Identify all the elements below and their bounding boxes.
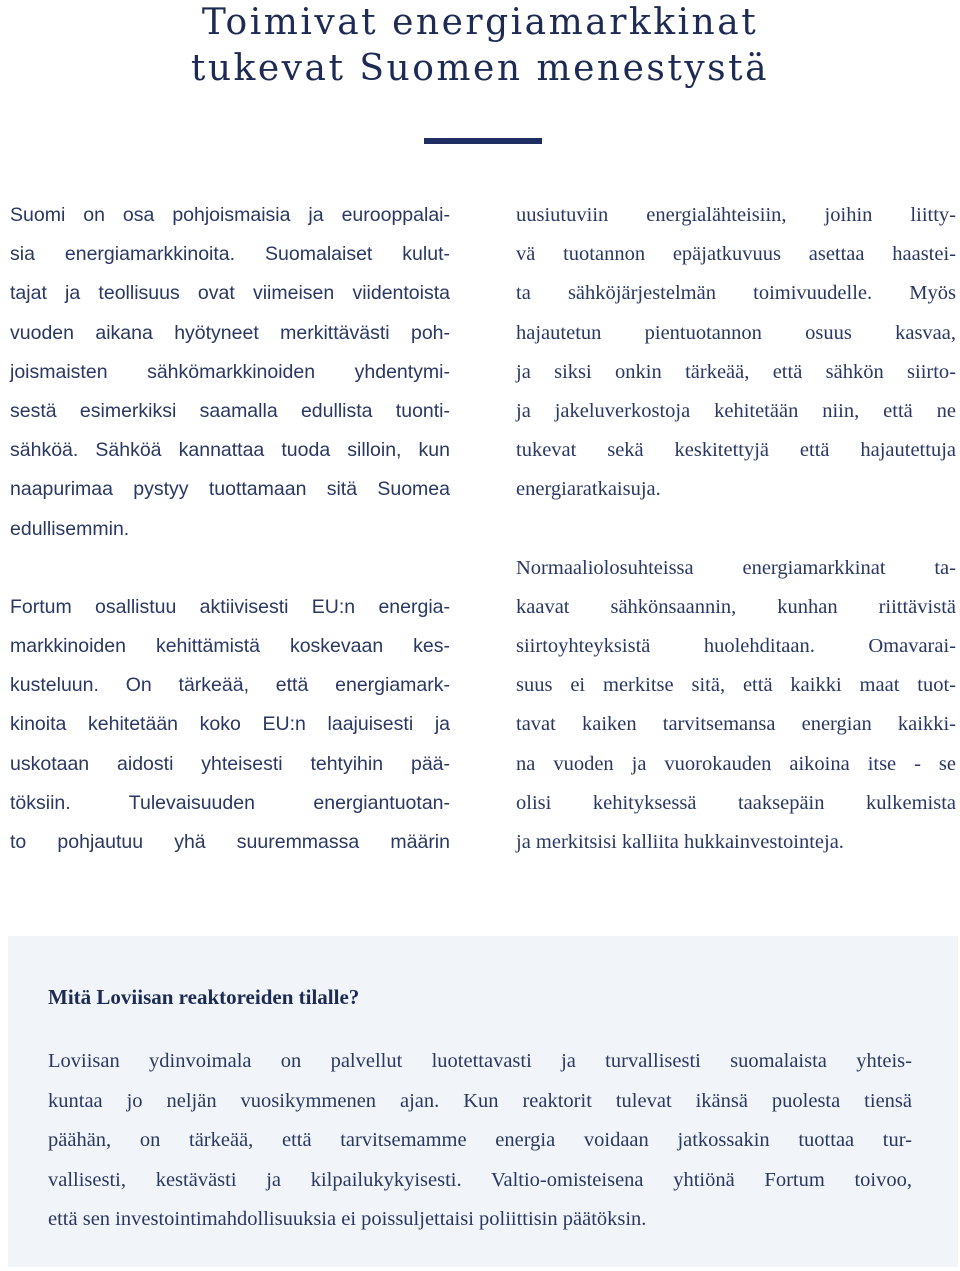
info-box-title: Mitä Loviisan reaktoreiden tilalle? <box>48 985 360 1009</box>
text-line: että sen investointimahdollisuuksia ei poissuljettaisi poliittisin päätöksin. <box>48 1208 647 1230</box>
text-line: päähän, on tärkeää, että tarvitsemamme energia voidaan jatkossakin tuottaa tur- <box>48 1129 912 1151</box>
text-line: Suomi on osa pohjoismaisia ja eurooppalai- <box>10 204 450 226</box>
text-line: vä tuotannon epäjatkuvuus asettaa haastei- <box>516 243 956 266</box>
text-line: Normaaliolosuhteissa energiamarkkinat ta- <box>516 556 956 579</box>
right-column <box>516 196 956 862</box>
title-divider <box>424 138 542 144</box>
text-line: energiaratkaisuja. <box>516 478 661 501</box>
text-line: na vuoden ja vuorokauden aikoina itse - se <box>516 752 956 775</box>
text-line: sähköä. Sähköä kannattaa tuoda silloin, kun <box>10 439 450 462</box>
text-line: sia energiamarkkinoita. Suomalaiset kulut- <box>10 243 450 266</box>
text-line: joismaisten sähkömarkkinoiden yhdentymi- <box>10 360 450 383</box>
text-line: to pohjautuu yhä suuremmassa määrin <box>10 831 450 854</box>
left-paragraph-2 <box>10 588 450 862</box>
text-line: kaavat sähkönsaannin, kunhan riittävistä <box>516 595 956 618</box>
text-line: edullisemmin. <box>10 517 130 540</box>
text-line: siirtoyhteyksistä huolehditaan. Omavarai- <box>516 635 956 658</box>
text-line: vallisesti, kestävästi ja kilpailukykyisesti. Valtio-omisteisena yhtiönä Fortum toivoo, <box>48 1168 912 1191</box>
page-title <box>0 0 960 92</box>
text-line: vuoden aikana hyötyneet merkittävästi poh- <box>10 321 450 344</box>
text-line: Loviisan ydinvoimala on palvellut luotettavasti ja turvallisesti suomalaista yhteis- <box>48 1050 912 1072</box>
info-box-text <box>48 1042 912 1240</box>
left-paragraph-1 <box>10 196 450 549</box>
text-line: ta sähköjärjestelmän toimivuudelle. Myös <box>516 282 956 305</box>
page-title-line-1: Toimivat energiamarkkinat <box>201 2 759 43</box>
text-line: naapurimaa pystyy tuottamaan sitä Suomea <box>10 478 450 501</box>
text-line: tukevat sekä keskitettyjä että hajautettuja <box>516 439 956 462</box>
text-line: ja siksi onkin tärkeää, että sähkön siirto- <box>516 360 956 383</box>
right-paragraph-1 <box>516 196 956 510</box>
text-line: ja jakeluverkostoja kehitetään niin, että ne <box>516 400 956 423</box>
text-line: hajautetun pientuotannon osuus kasvaa, <box>516 321 956 344</box>
left-column <box>10 196 450 862</box>
text-line: sestä esimerkiksi saamalla edullista tuonti- <box>10 400 450 423</box>
text-line: tajat ja teollisuus ovat viimeisen viidentoista <box>10 282 450 305</box>
text-line: uusiutuviin energialähteisiin, joihin liitty- <box>516 204 956 226</box>
text-line: suus ei merkitse sitä, että kaikki maat tuot- <box>516 674 956 697</box>
page-title-line-2: tukevat Suomen menestystä <box>190 48 770 89</box>
right-paragraph-2 <box>516 549 956 863</box>
text-line: olisi kehityksessä taaksepäin kulkemista <box>516 791 956 814</box>
text-line: markkinoiden kehittämistä koskevaan kes- <box>10 635 450 658</box>
text-line: ja merkitsisi kalliita hukkainvestointeja. <box>516 831 844 854</box>
text-line: uskotaan aidosti yhteisesti tehtyihin pää- <box>10 752 450 775</box>
text-line: tavat kaiken tarvitsemansa energian kaikki- <box>516 713 956 736</box>
text-line: Fortum osallistuu aktiivisesti EU:n energia- <box>10 595 450 618</box>
text-line: töksiin. Tulevaisuuden energiantuotan- <box>10 791 450 814</box>
text-line: kusteluun. On tärkeää, että energiamark- <box>10 674 450 697</box>
text-line: kinoita kehitetään koko EU:n laajuisesti ja <box>10 713 450 736</box>
text-line: kuntaa jo neljän vuosikymmenen ajan. Kun reaktorit tulevat ikänsä puolesta tiensä <box>48 1089 912 1112</box>
